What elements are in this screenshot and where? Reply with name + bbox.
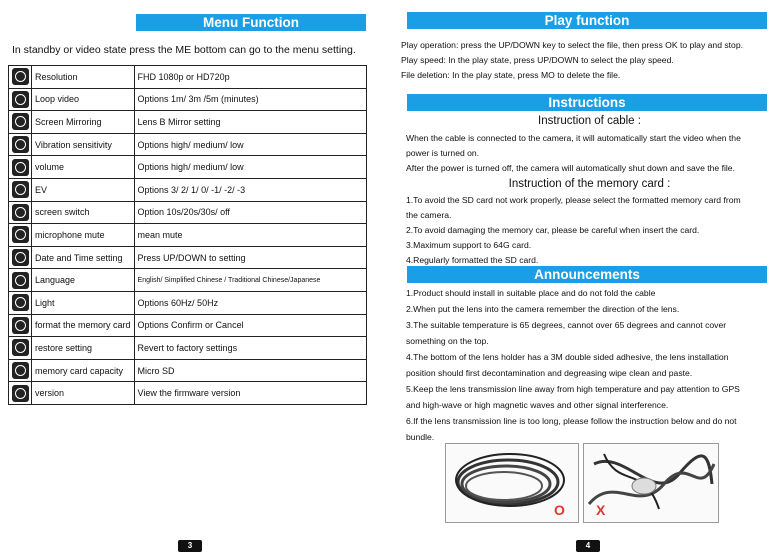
play-function-banner: Play function <box>407 12 767 29</box>
page-number-right: 4 <box>576 540 600 552</box>
menu-item-name: EV <box>32 178 135 201</box>
menu-icon-cell <box>9 88 32 111</box>
menu-item-name: Language <box>32 269 135 292</box>
menu-icon-cell <box>9 382 32 405</box>
menu-row <box>9 66 367 89</box>
announcement-line: 1.Product should install in suitable place and do not fold the cable <box>406 288 656 298</box>
memory-card-title: Instruction of the memory card : <box>508 178 671 190</box>
menu-function-banner: Menu Function <box>136 14 366 31</box>
page-number-left: 3 <box>178 540 202 552</box>
menu-intro-text: In standby or video state press the ME bottom can go to the menu setting. <box>12 44 356 56</box>
cable-title: Instruction of cable : <box>538 115 641 127</box>
announcement-line: 2.When put the lens into the camera remember the direction of the lens. <box>406 304 680 314</box>
menu-icon-cell <box>9 314 32 337</box>
announcement-line: 5.Keep the lens transmission line away from high temperature and pay attention to GPS <box>406 384 740 394</box>
menu-item-name: Vibration sensitivity <box>32 133 135 156</box>
menu-row <box>9 88 367 111</box>
menu-table <box>8 65 367 405</box>
menu-icon-cell <box>9 291 32 314</box>
menu-row <box>9 156 367 179</box>
menu-row <box>9 201 367 224</box>
format-card-icon <box>12 317 29 334</box>
menu-row <box>9 111 367 134</box>
announcement-line: and high-wave or high magnetic waves and other signal interference. <box>406 400 669 410</box>
menu-item-value: FHD 1080p or HD720p <box>134 66 366 89</box>
loop-video-icon <box>12 91 29 108</box>
menu-item-value: Lens B Mirror setting <box>134 111 366 134</box>
light-icon <box>12 294 29 311</box>
menu-item-name: format the memory card <box>32 314 135 337</box>
menu-item-value: Options high/ medium/ low <box>134 156 366 179</box>
play-line: File deletion: In the play state, press MO to delete the file. <box>401 70 621 80</box>
cable-line: When the cable is connected to the camera, it will automatically start the video when the <box>406 133 741 143</box>
menu-row <box>9 133 367 156</box>
cable-line: power is turned on. <box>406 148 480 158</box>
menu-icon-cell <box>9 359 32 382</box>
wrong-mark: X <box>596 502 606 518</box>
menu-item-name: restore setting <box>32 337 135 360</box>
menu-icon-cell <box>9 337 32 360</box>
menu-item-value: Micro SD <box>134 359 366 382</box>
menu-row <box>9 178 367 201</box>
menu-item-name: microphone mute <box>32 224 135 247</box>
instructions-banner: Instructions <box>407 94 767 111</box>
mirror-icon <box>12 113 29 130</box>
menu-icon-cell <box>9 178 32 201</box>
card-line: 4.Regularly formatted the SD card. <box>406 255 539 265</box>
menu-item-name: Loop video <box>32 88 135 111</box>
announcement-line: 6.If the lens transmission line is too long, please follow the instruction below and do not <box>406 416 737 426</box>
menu-row <box>9 359 367 382</box>
menu-item-name: Date and Time setting <box>32 246 135 269</box>
menu-item-name: Screen Mirroring <box>32 111 135 134</box>
restore-icon <box>12 339 29 356</box>
microphone-icon <box>12 226 29 243</box>
announcement-line: 4.The bottom of the lens holder has a 3M double sided adhesive, the lens installation <box>406 352 729 362</box>
announcements-banner: Announcements <box>407 266 767 283</box>
announcement-line: 3.The suitable temperature is 65 degrees, cannot over 65 degrees and cannot cover <box>406 320 727 330</box>
menu-icon-cell <box>9 224 32 247</box>
menu-item-name: version <box>32 382 135 405</box>
volume-icon <box>12 159 29 176</box>
menu-item-value: Revert to factory settings <box>134 337 366 360</box>
right-page <box>398 0 781 557</box>
menu-icon-cell <box>9 111 32 134</box>
hd-icon <box>12 68 29 85</box>
cable-correct-photo <box>445 443 579 523</box>
menu-item-value: View the firmware version <box>134 382 366 405</box>
announcement-line: bundle. <box>406 432 435 442</box>
memory-card-icon <box>12 362 29 379</box>
menu-item-name: screen switch <box>32 201 135 224</box>
menu-item-name: memory card capacity <box>32 359 135 382</box>
menu-icon-cell <box>9 156 32 179</box>
menu-item-value: Options 3/ 2/ 1/ 0/ -1/ -2/ -3 <box>134 178 366 201</box>
clock-icon <box>12 249 29 266</box>
ev-icon <box>12 181 29 198</box>
menu-icon-cell <box>9 201 32 224</box>
correct-mark: O <box>554 502 565 518</box>
menu-item-value: Options 60Hz/ 50Hz <box>134 291 366 314</box>
menu-item-value: Press UP/DOWN to setting <box>134 246 366 269</box>
menu-item-value: Options Confirm or Cancel <box>134 314 366 337</box>
play-line: Play operation: press the UP/DOWN key to select the file, then press OK to play and stop. <box>401 40 744 50</box>
menu-row <box>9 269 367 292</box>
left-page <box>0 0 376 557</box>
cable-line: After the power is turned off, the camera will automatically shut down and save the file. <box>406 163 735 173</box>
menu-item-value: mean mute <box>134 224 366 247</box>
cable-wrong-photo <box>583 443 719 523</box>
menu-row <box>9 224 367 247</box>
announcement-line: something on the top. <box>406 336 489 346</box>
menu-item-name: Resolution <box>32 66 135 89</box>
play-line: Play speed: In the play state, press UP/DOWN to select the play speed. <box>401 55 674 65</box>
menu-row <box>9 382 367 405</box>
language-icon <box>12 272 29 289</box>
menu-item-value: Option 10s/20s/30s/ off <box>134 201 366 224</box>
menu-icon-cell <box>9 246 32 269</box>
menu-item-name: volume <box>32 156 135 179</box>
screen-switch-icon <box>12 204 29 221</box>
menu-item-value: English/ Simplified Chinese / Traditional Chinese/Japanese <box>134 269 366 292</box>
menu-icon-cell <box>9 133 32 156</box>
card-line: 3.Maximum support to 64G card. <box>406 240 532 250</box>
card-line: 2.To avoid damaging the memory car, please be careful when insert the card. <box>406 225 700 235</box>
menu-row <box>9 337 367 360</box>
menu-icon-cell <box>9 269 32 292</box>
card-line: 1.To avoid the SD card not work properly, please select the formatted memory card from <box>406 195 741 205</box>
info-icon <box>12 385 29 402</box>
menu-row <box>9 246 367 269</box>
announcement-line: position should first decontamination and degreasing wipe clean and paste. <box>406 368 693 378</box>
vibration-icon <box>12 136 29 153</box>
menu-item-value: Options 1m/ 3m /5m (minutes) <box>134 88 366 111</box>
menu-row <box>9 314 367 337</box>
menu-item-value: Options high/ medium/ low <box>134 133 366 156</box>
menu-icon-cell <box>9 66 32 89</box>
menu-row <box>9 291 367 314</box>
menu-item-name: Light <box>32 291 135 314</box>
card-line: the camera. <box>406 210 452 220</box>
